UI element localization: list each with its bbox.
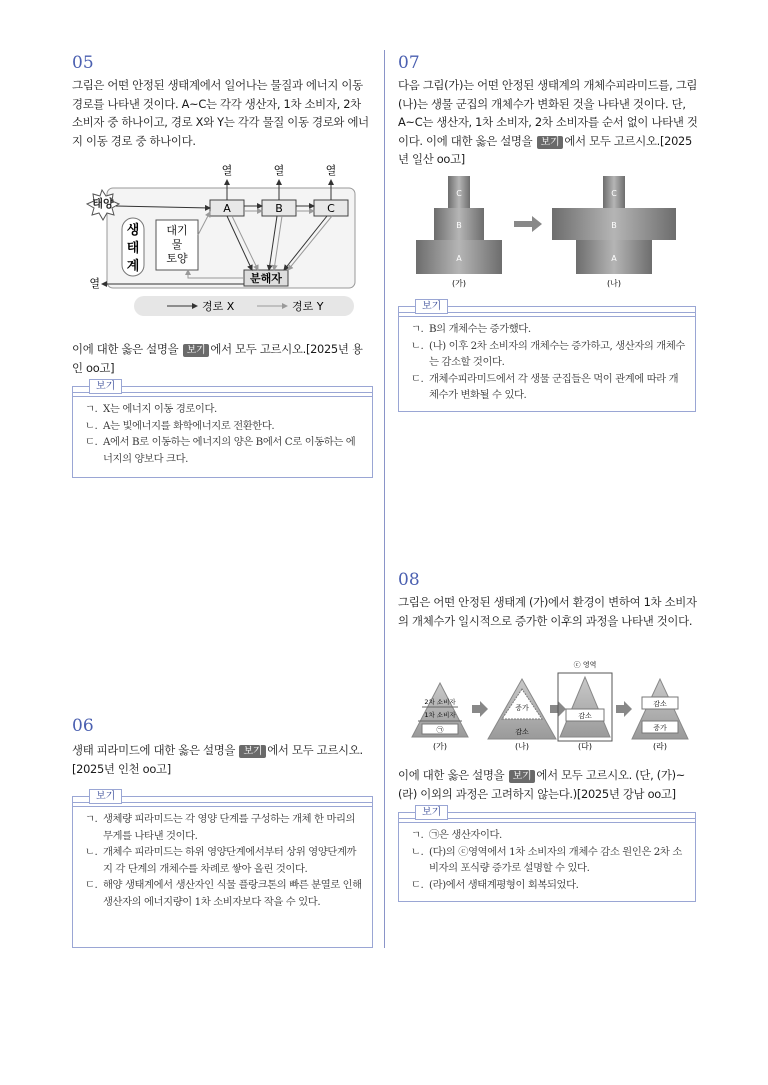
q07-text-post: 에서 모두 고르시오.[2025년 일산 oo고] xyxy=(398,133,692,166)
na-decrease: 감소 xyxy=(515,728,529,736)
right-arrow-icon xyxy=(472,701,488,717)
heat-label-bottom: 열 xyxy=(89,277,100,290)
ga-level-a: A xyxy=(456,254,462,263)
eco-char-2: 태 xyxy=(126,241,140,256)
q05-prompt-pre: 이에 대한 옳은 설명을 xyxy=(72,342,182,356)
q08-option-1: ㄱ. ㉠은 생산자이다. xyxy=(411,829,502,841)
q08-prompt-post: 에서 모두 고르시오. (단, (가)~(라) 이외의 과정은 고려하지 않는다.)[2025년 강남 oo고] xyxy=(398,768,685,801)
right-arrow-icon xyxy=(616,701,632,717)
env-2: 물 xyxy=(171,238,183,251)
q06-option-3: ㄷ. 해양 생태계에서 생산자인 식물 플랑크톤의 빠른 분열로 인해 생산자의 에너지량이 1차 소비자보다 작을 수 있다. xyxy=(85,879,362,908)
node-b: B xyxy=(275,202,283,215)
heat-label-c: 열 xyxy=(325,164,337,177)
question-05-text: 그림은 어떤 안정된 생태계에서 일어나는 물질과 에너지 이동 경로를 나타낸 것이다. A~C는 각각 생산자, 1차 소비자, 2차 소비자 중 하나이고, 경로 X와 Y는 각각 물질 이동 경로와 에너지 이동 경로 중 하나이다. xyxy=(72,78,369,148)
na-level-c: C xyxy=(611,189,617,198)
q05-option-2: ㄴ. A는 빛에너지를 화학에너지로 전환한다. xyxy=(85,419,275,432)
na-increase: 증가 xyxy=(515,704,529,712)
q08-option-3: ㄷ. (라)에서 생태계평형이 회복되었다. xyxy=(411,878,579,891)
question-07-number: 07 xyxy=(398,53,420,73)
q07-text-main: 다음 그림(가)는 어떤 안정된 생태계의 개체수피라미드를, 그림(나)는 생물 군집의 개체수가 변화된 것을 나타낸 것이다. 단, A~C는 생산자, 1차 소비자, 2차 소비자를 순서 없이 나타낸 것이다. 이에 대한 옳은 설명을 xyxy=(398,78,698,148)
q07-box-label: 보기 xyxy=(415,299,448,314)
q07-bogi-tag: 보기 xyxy=(537,136,564,149)
legend-path-x: 경로 X xyxy=(202,300,235,313)
question-06-number: 06 xyxy=(72,716,94,736)
q06-bogi-tag: 보기 xyxy=(239,745,266,758)
q05-option-3: ㄷ. A에서 B로 이동하는 에너지의 양은 B에서 C로 이동하는 에너지의 양보다 크다. xyxy=(85,436,356,465)
question-08-number: 08 xyxy=(398,570,420,590)
question-08-text: 그림은 어떤 안정된 생태계 (가)에서 환경이 변하여 1차 소비자의 개체수가 일시적으로 증가한 이후의 과정을 나타낸 것이다. xyxy=(398,595,697,628)
heat-label-b: 열 xyxy=(273,164,285,177)
question-08-prompt xyxy=(398,766,698,803)
q06-option-1: ㄱ. 생체량 피라미드는 각 영양 단계를 구성하는 개체 한 마리의 무게를 나타낸 것이다. xyxy=(85,813,356,842)
q07-option-3: ㄷ. 개체수피라미드에서 각 생물 군집들은 먹이 관계에 따라 개체수가 변화될 수 있다. xyxy=(411,372,679,402)
caption-ga: (가) xyxy=(452,279,466,288)
caption-na: (나) xyxy=(515,742,529,751)
env-3: 토양 xyxy=(166,252,188,265)
q05-bogi-tag: 보기 xyxy=(183,344,210,357)
q05-box-label: 보기 xyxy=(89,379,122,394)
q08-figure xyxy=(410,655,694,755)
node-c: C xyxy=(327,202,335,215)
node-a: A xyxy=(223,202,231,215)
q05-prompt-post: 에서 모두 고르시오.[2025년 용인 oo고] xyxy=(72,342,363,375)
caption-ra: (라) xyxy=(653,742,667,751)
q05-figure xyxy=(72,160,372,320)
heat-label-a: 열 xyxy=(221,164,233,177)
sun-label: 태양 xyxy=(92,197,114,210)
question-05-number: 05 xyxy=(72,53,94,73)
da-decrease: 감소 xyxy=(578,712,592,720)
q06-box-label: 보기 xyxy=(89,789,122,804)
q07-options-box xyxy=(398,301,696,412)
question-07-text xyxy=(398,76,698,169)
ga-level-b: B xyxy=(456,221,462,230)
caption-ga: (가) xyxy=(433,742,447,751)
question-05-prompt xyxy=(72,340,372,377)
env-1: 대기 xyxy=(166,224,188,237)
q08-bogi-tag: 보기 xyxy=(509,770,536,783)
ga-2nd-consumer: 2차 소비자 xyxy=(424,698,456,706)
region-label: ⓒ 영역 xyxy=(573,661,597,669)
q08-option-2: ㄴ. (다)의 ⓒ영역에서 1차 소비자의 개체수 감소 원인은 2차 소비자의 포식량 증가로 설명할 수 있다. xyxy=(411,845,682,875)
q08-prompt-pre: 이에 대한 옳은 설명을 xyxy=(398,768,508,782)
na-level-b: B xyxy=(611,221,617,230)
caption-da: (다) xyxy=(578,742,592,751)
q07-option-2: ㄴ. (나) 이후 2차 소비자의 개체수는 증가하고, 생산자의 개체수는 감소할 것이다. xyxy=(411,339,685,369)
ga-1st-consumer: 1차 소비자 xyxy=(424,711,456,719)
eco-char-3: 계 xyxy=(126,259,140,274)
question-06-prompt xyxy=(72,741,372,778)
q08-box-label: 보기 xyxy=(415,805,448,820)
ra-decrease: 감소 xyxy=(653,700,667,708)
ra-increase: 증가 xyxy=(653,724,667,732)
q07-option-1: ㄱ. B의 개체수는 증가했다. xyxy=(411,323,531,335)
ga-circle-label: ㉠ xyxy=(436,726,444,734)
na-level-a: A xyxy=(611,254,617,263)
right-arrow-icon xyxy=(514,216,542,232)
q06-prompt-post: 에서 모두 고르시오.[2025년 인천 oo고] xyxy=(72,743,363,776)
q05-options-box xyxy=(72,381,373,478)
q06-prompt-pre: 생태 피라미드에 대한 옳은 설명을 xyxy=(72,743,239,757)
decomposer-label: 분해자 xyxy=(250,272,282,285)
eco-char-1: 생 xyxy=(126,223,140,238)
ga-level-c: C xyxy=(456,189,462,198)
q05-option-1: ㄱ. X는 에너지 이동 경로이다. xyxy=(85,403,217,415)
q07-figure xyxy=(410,172,690,290)
q06-option-2: ㄴ. 개체수 피라미드는 하위 영양단계에서부터 상위 영양단계까지 각 단계의 개체수를 차례로 쌓아 올린 것이다. xyxy=(85,846,357,875)
q08-options-box xyxy=(398,807,696,902)
q06-options-box xyxy=(72,791,373,948)
column-divider xyxy=(384,50,385,948)
legend-path-y: 경로 Y xyxy=(292,300,324,313)
caption-na: (나) xyxy=(607,279,621,288)
